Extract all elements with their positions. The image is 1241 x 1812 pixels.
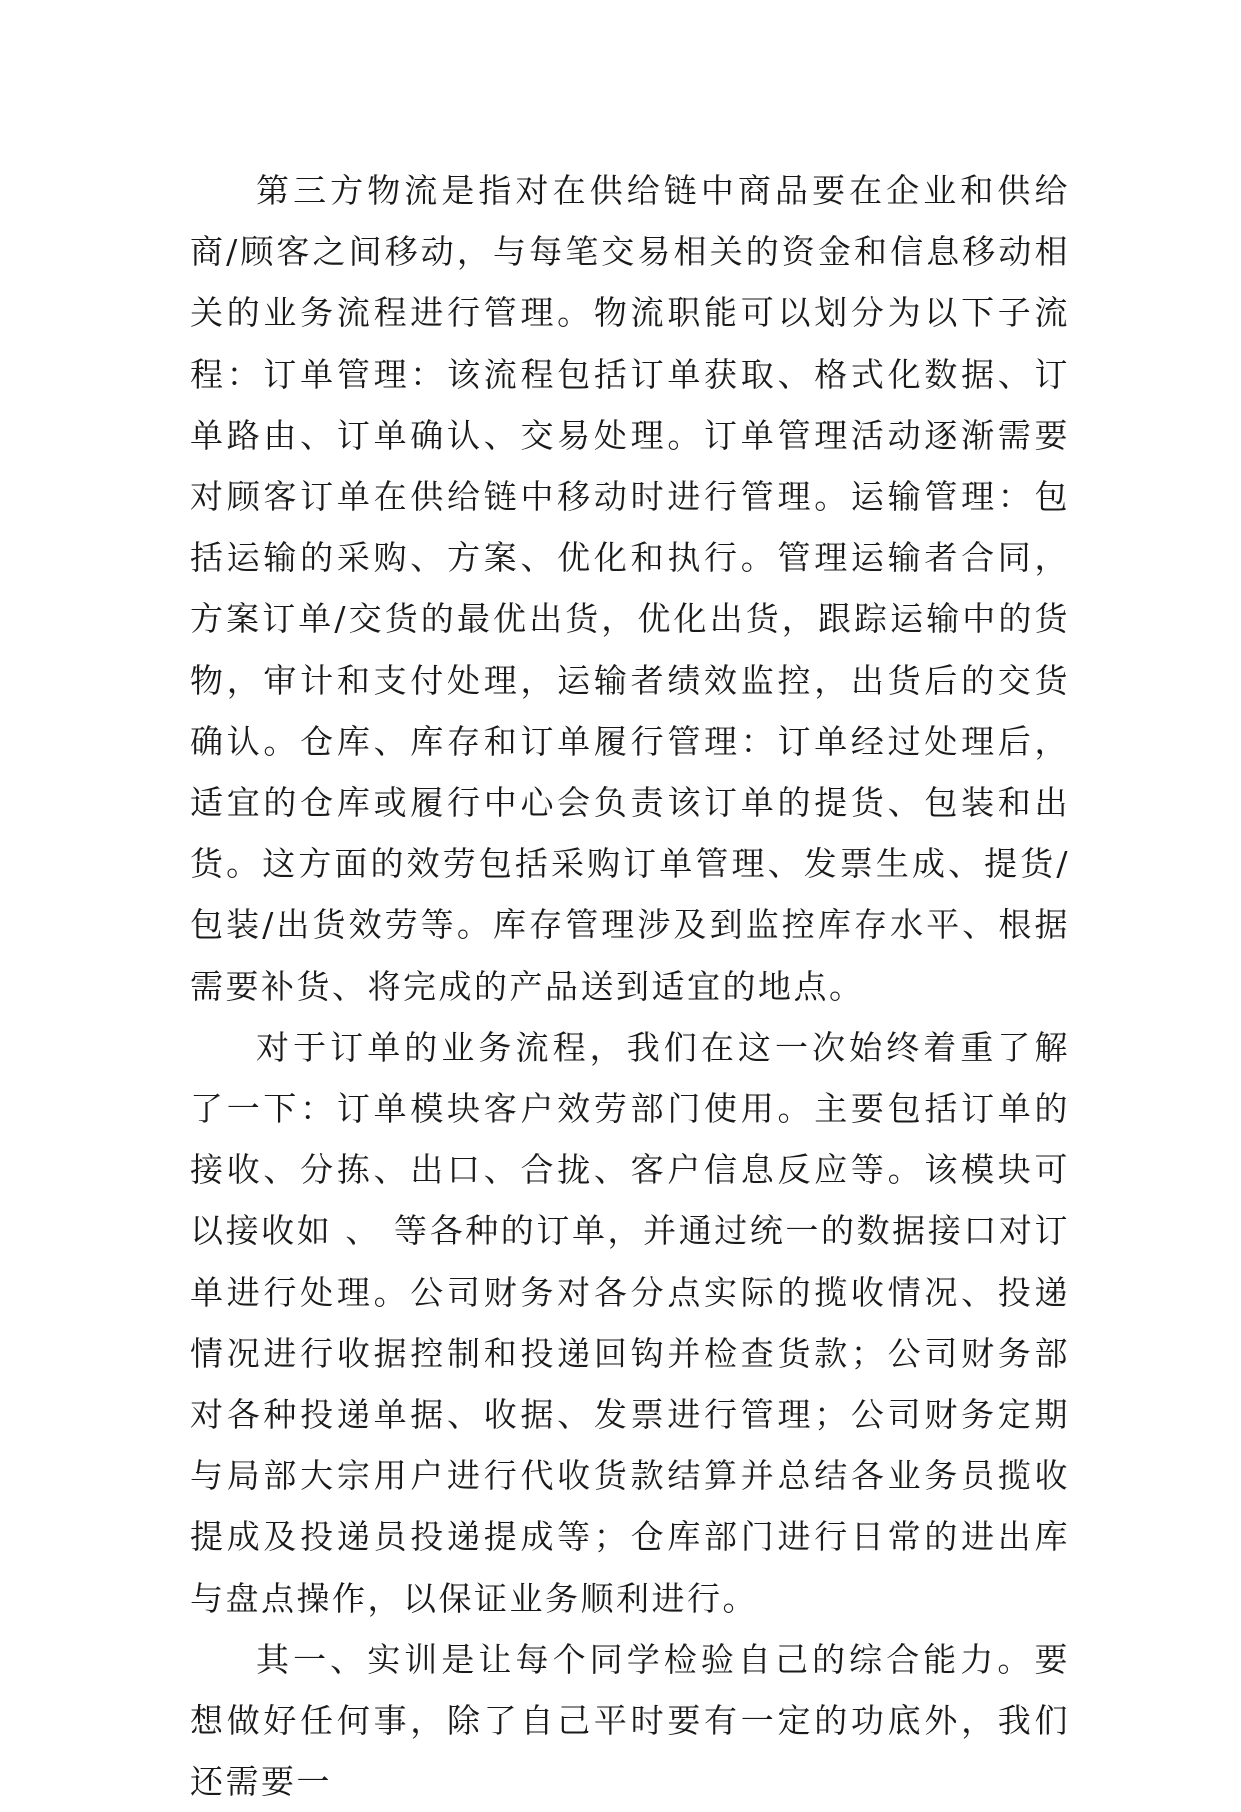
document-body bbox=[190, 160, 1070, 1812]
paragraph-logistics-overview: 第三方物流是指对在供给链中商品要在企业和供给商/顾客之间移动，与每笔交易相关的资金和信息移动相关的业务流程进行管理。物流职能可以划分为以下子流程：订单管理：该流程包括订单获取、格式化数据、订单路由、订单确认、交易处理。订单管理活动逐渐需要对顾客订单在供给链中移动时进行管理。运输管理：包括运输的采购、方案、优化和执行。管理运输者合同，方案订单/交货的最优出货，优化出货，跟踪运输中的货物，审计和支付处理，运输者绩效监控，出货后的交货确认。仓库、库存和订单履行管理：订单经过处理后，适宜的仓库或履行中心会负责该订单的提货、包装和出货。这方面的效劳包括采购订单管理、发票生成、提货/包装/出货效劳等。库存管理涉及到监控库存水平、根据需要补货、将完成的产品送到适宜的地点。 bbox=[190, 171, 1070, 1006]
paragraph-order-workflow: 对于订单的业务流程，我们在这一次始终着重了解了一下：订单模块客户效劳部门使用。主要包括订单的接收、分拣、出口、合拢、客户信息反应等。该模块可以接收如 、 等各种的订单，并通过统一的数据接口对订单进行处理。公司财务对各分点实际的揽收情况、投递情况进行收据控制和投递回钩并检查货款；公司财务部对各种投递单据、收据、发票进行管理；公司财务定期与局部大宗用户进行代收货款结算并总结各业务员揽收提成及投递员投递提成等；仓库部门进行日常的进出库与盘点操作，以保证业务顺利进行。 bbox=[190, 1027, 1070, 1618]
paragraph-training-reflection: 其一、实训是让每个同学检验自己的综合能力。要想做好任何事，除了自己平时要有一定的功底外，我们还需要一 bbox=[190, 1639, 1070, 1802]
